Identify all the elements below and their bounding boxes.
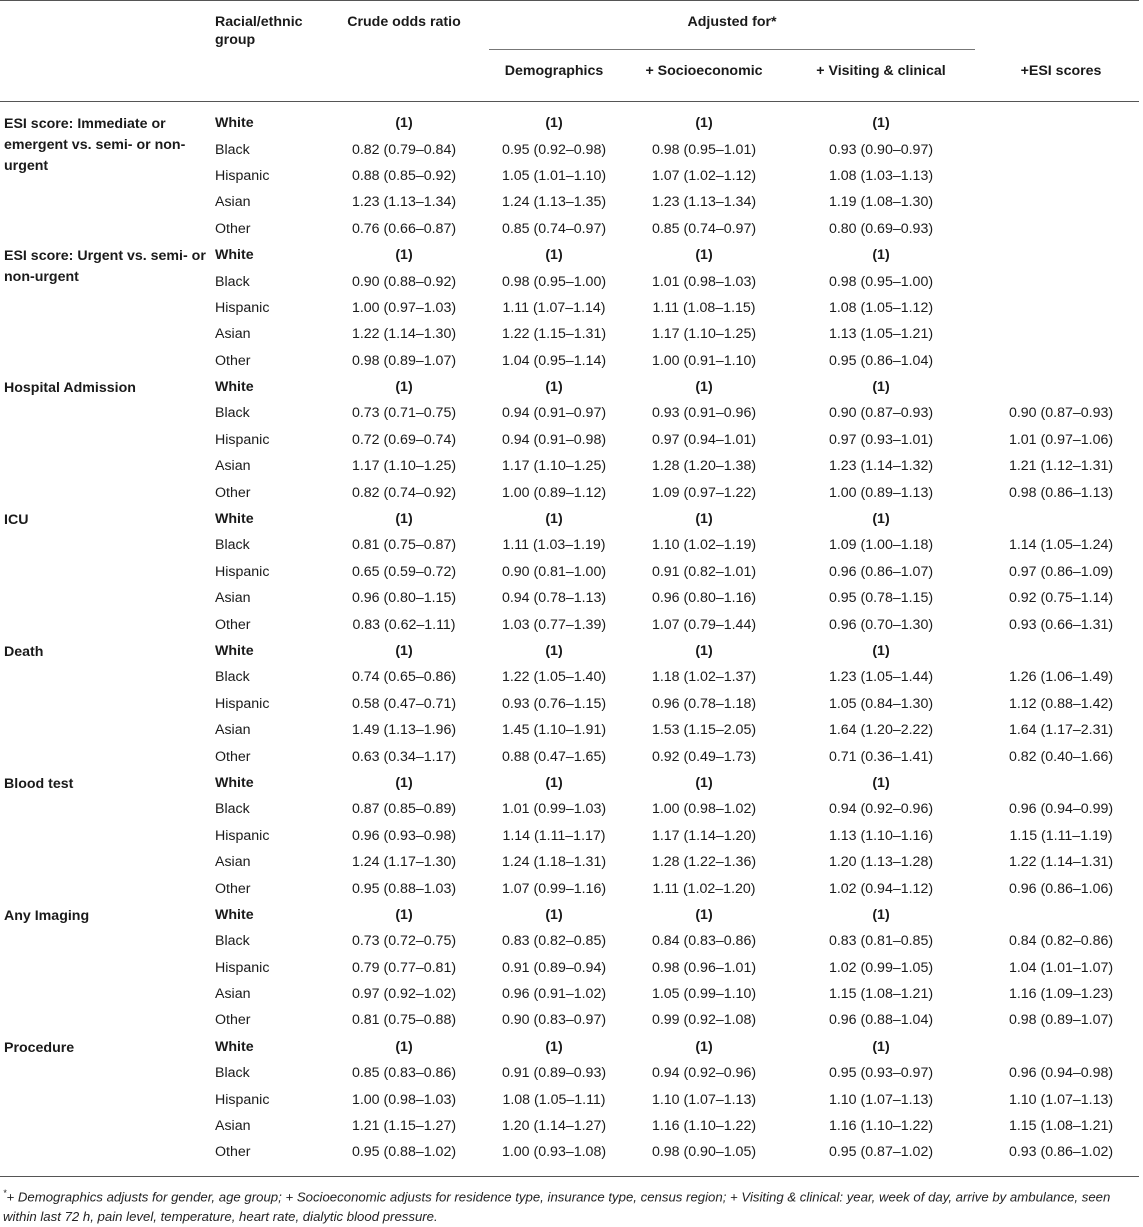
crude-odds-cell: 0.82 (0.74–0.92)	[351, 484, 457, 501]
visiting-clinical-cell: 1.00 (0.89–1.13)	[828, 484, 934, 501]
crude-odds-cell: (1)	[395, 511, 413, 528]
esi-scores-cell	[983, 321, 1139, 347]
visiting-clinical-cell: 1.08 (1.05–1.12)	[828, 299, 934, 316]
esi-scores-cell	[983, 136, 1139, 162]
demographics-cell: 1.01 (0.99–1.03)	[501, 801, 607, 818]
esi-scores-cell: 0.82 (0.40–1.66)	[1008, 748, 1114, 765]
crude-odds-cell: 0.73 (0.71–0.75)	[351, 405, 457, 422]
visiting-clinical-cell: 0.94 (0.92–0.96)	[828, 801, 934, 818]
esi-scores-cell: 0.93 (0.66–1.31)	[1008, 616, 1114, 633]
socioeconomic-cell: (1)	[695, 511, 713, 528]
demographics-cell: (1)	[545, 643, 563, 659]
group-cell: Hispanic	[215, 695, 270, 712]
group-cell: White	[215, 379, 254, 396]
visiting-clinical-cell: 1.05 (0.84–1.30)	[828, 695, 934, 712]
crude-odds-cell: 1.49 (1.13–1.96)	[351, 722, 457, 739]
socioeconomic-cell: 1.11 (1.08–1.15)	[652, 299, 756, 316]
group-cell: Hispanic	[215, 827, 270, 844]
group-cell: Other	[215, 1012, 251, 1029]
esi-scores-cell	[983, 374, 1139, 400]
group-cell: Asian	[215, 590, 251, 607]
socioeconomic-cell: (1)	[695, 379, 713, 396]
esi-scores-cell	[983, 1034, 1139, 1060]
outcome-label: Blood test	[4, 775, 74, 792]
table-row	[0, 506, 1139, 532]
group-cell: White	[215, 643, 254, 659]
esi-scores-cell: 1.21 (1.12–1.31)	[1008, 458, 1114, 475]
crude-odds-cell: 0.85 (0.83–0.86)	[351, 1065, 457, 1082]
visiting-clinical-cell: 1.64 (1.20–2.22)	[828, 722, 934, 739]
demographics-cell: 1.03 (0.77–1.39)	[501, 616, 607, 633]
socioeconomic-cell: 1.28 (1.20–1.38)	[651, 458, 757, 475]
esi-scores-cell	[983, 770, 1139, 796]
crude-odds-cell: 1.22 (1.14–1.30)	[351, 326, 457, 343]
crude-odds-cell: 0.82 (0.79–0.84)	[351, 141, 457, 158]
socioeconomic-header: + Socioeconomic	[645, 63, 763, 79]
demographics-cell: 1.24 (1.18–1.31)	[501, 854, 607, 871]
socioeconomic-cell: (1)	[695, 247, 713, 264]
footnote	[0, 1177, 1139, 1227]
crude-odds-cell: 0.73 (0.72–0.75)	[351, 933, 457, 950]
table-row	[0, 1034, 1139, 1060]
esi-scores-cell: 1.15 (1.11–1.19)	[1009, 827, 1113, 844]
outcome-label: Hospital Admission	[4, 379, 136, 396]
table-row	[0, 242, 1139, 268]
visiting-clinical-cell: 0.98 (0.95–1.00)	[828, 273, 934, 290]
group-cell: White	[215, 247, 254, 264]
esi-scores-cell: 1.64 (1.17–2.31)	[1008, 722, 1114, 739]
demographics-cell: 0.91 (0.89–0.93)	[501, 1065, 607, 1082]
visiting-clinical-cell: 0.83 (0.81–0.85)	[828, 933, 934, 950]
crude-odds-cell: 0.74 (0.65–0.86)	[351, 669, 457, 686]
group-cell: Black	[215, 273, 250, 290]
visiting-clinical-cell: 0.80 (0.69–0.93)	[828, 220, 934, 237]
visiting-clinical-header: + Visiting & clinical	[816, 63, 946, 79]
socioeconomic-cell: 0.97 (0.94–1.01)	[651, 431, 757, 448]
demographics-cell: 1.20 (1.14–1.27)	[501, 1118, 607, 1135]
demographics-cell: 1.22 (1.05–1.40)	[501, 669, 607, 686]
demographics-cell: 1.08 (1.05–1.11)	[502, 1091, 606, 1108]
group-cell: Black	[215, 1065, 250, 1082]
group-cell: Asian	[215, 326, 251, 343]
esi-scores-cell: 0.97 (0.86–1.09)	[1008, 563, 1114, 580]
visiting-clinical-cell: 0.97 (0.93–1.01)	[828, 431, 934, 448]
esi-scores-cell	[983, 902, 1139, 928]
esi-scores-cell: 0.92 (0.75–1.14)	[1008, 590, 1114, 607]
esi-scores-cell	[983, 110, 1139, 136]
esi-scores-cell: 0.96 (0.94–0.98)	[1008, 1065, 1114, 1082]
socioeconomic-cell: 1.09 (0.97–1.22)	[651, 484, 757, 501]
group-cell: Black	[215, 933, 250, 950]
crude-odds-cell: (1)	[395, 247, 413, 264]
esi-scores-cell: 1.26 (1.06–1.49)	[1008, 669, 1114, 686]
table-row	[0, 638, 1139, 664]
esi-scores-cell: 0.98 (0.86–1.13)	[1008, 484, 1114, 501]
socioeconomic-cell: 0.98 (0.90–1.05)	[651, 1144, 757, 1161]
visiting-clinical-cell: 1.20 (1.13–1.28)	[828, 854, 934, 871]
visiting-clinical-cell: 1.15 (1.08–1.21)	[828, 986, 934, 1003]
demographics-cell: 0.94 (0.91–0.98)	[501, 431, 607, 448]
group-cell: Asian	[215, 854, 251, 871]
socioeconomic-cell: 1.16 (1.10–1.22)	[651, 1118, 757, 1135]
crude-odds-cell: 0.83 (0.62–1.11)	[352, 616, 456, 633]
table-row	[0, 770, 1139, 796]
visiting-clinical-cell: 1.16 (1.10–1.22)	[828, 1118, 934, 1135]
visiting-clinical-cell: 1.08 (1.03–1.13)	[828, 167, 934, 184]
group-cell: Other	[215, 220, 251, 237]
socioeconomic-cell: 1.17 (1.14–1.20)	[651, 827, 757, 844]
demographics-cell: 1.05 (1.01–1.10)	[501, 167, 607, 184]
visiting-clinical-cell: 1.19 (1.08–1.30)	[828, 194, 934, 211]
visiting-clinical-cell: 1.23 (1.05–1.44)	[828, 669, 934, 686]
demographics-cell: 1.17 (1.10–1.25)	[501, 458, 607, 475]
visiting-clinical-cell: 0.95 (0.86–1.04)	[828, 352, 934, 369]
demographics-cell: (1)	[545, 774, 563, 791]
demographics-cell: 0.91 (0.89–0.94)	[501, 959, 607, 976]
socioeconomic-cell: 1.11 (1.02–1.20)	[652, 880, 756, 897]
socioeconomic-cell: 1.18 (1.02–1.37)	[651, 669, 757, 686]
crude-odds-cell: 0.97 (0.92–1.02)	[351, 986, 457, 1003]
visiting-clinical-cell: 0.96 (0.70–1.30)	[828, 616, 934, 633]
esi-scores-cell: 0.96 (0.86–1.06)	[1008, 880, 1114, 897]
crude-odds-cell: 0.63 (0.34–1.17)	[351, 748, 457, 765]
demographics-cell: 1.00 (0.89–1.12)	[501, 484, 607, 501]
crude-odds-cell: 0.81 (0.75–0.88)	[351, 1012, 457, 1029]
group-cell: Hispanic	[215, 299, 270, 316]
socioeconomic-cell: 1.23 (1.13–1.34)	[651, 194, 757, 211]
crude-odds-cell: 0.81 (0.75–0.87)	[351, 537, 457, 554]
socioeconomic-cell: 0.99 (0.92–1.08)	[651, 1012, 757, 1029]
crude-odds-cell: 0.72 (0.69–0.74)	[351, 431, 457, 448]
socioeconomic-cell: (1)	[695, 1038, 713, 1055]
demographics-cell: (1)	[545, 379, 563, 396]
crude-odds-cell: 1.00 (0.97–1.03)	[351, 299, 457, 316]
group-cell: Hispanic	[215, 563, 270, 580]
crude-odds-cell: 0.76 (0.66–0.87)	[351, 220, 457, 237]
adjusted-for-header	[479, 1, 983, 62]
visiting-clinical-cell: (1)	[872, 643, 890, 659]
crude-odds-cell: 0.90 (0.88–0.92)	[351, 273, 457, 290]
table-row	[0, 110, 1139, 136]
demographics-cell: (1)	[545, 115, 563, 132]
group-cell: Black	[215, 537, 250, 554]
socioeconomic-cell: 0.98 (0.96–1.01)	[651, 959, 757, 976]
crude-odds-cell: 0.79 (0.77–0.81)	[351, 959, 457, 976]
group-cell: Asian	[215, 722, 251, 739]
esi-scores-cell: 1.14 (1.05–1.24)	[1008, 537, 1114, 554]
demographics-cell: (1)	[545, 1038, 563, 1055]
outcome-header	[0, 1, 208, 62]
demographics-header: Demographics	[504, 63, 604, 79]
demographics-cell: 1.07 (0.99–1.16)	[501, 880, 607, 897]
demographics-cell: 0.98 (0.95–1.00)	[501, 273, 607, 290]
visiting-clinical-cell: 0.95 (0.78–1.15)	[828, 590, 934, 607]
esi-scores-header: +ESI scores	[1020, 63, 1102, 79]
demographics-cell: 0.95 (0.92–0.98)	[501, 141, 607, 158]
esi-scores-cell: 1.16 (1.09–1.23)	[1008, 986, 1114, 1003]
socioeconomic-cell: 0.92 (0.49–1.73)	[651, 748, 757, 765]
esi-scores-cell	[983, 189, 1139, 215]
socioeconomic-cell: 0.98 (0.95–1.01)	[651, 141, 757, 158]
group-cell: Other	[215, 352, 251, 369]
header-row-1	[0, 1, 1139, 62]
crude-odds-cell: 0.95 (0.88–1.02)	[351, 1144, 457, 1161]
visiting-clinical-cell: 1.23 (1.14–1.32)	[828, 458, 934, 475]
crude-odds-cell: 1.24 (1.17–1.30)	[351, 854, 457, 871]
visiting-clinical-cell: 0.96 (0.86–1.07)	[828, 563, 934, 580]
group-cell: Other	[215, 616, 251, 633]
group-cell: Other	[215, 880, 251, 897]
crude-odds-cell: (1)	[395, 906, 413, 923]
crude-odds-cell: 0.58 (0.47–0.71)	[351, 695, 457, 712]
socioeconomic-cell: 0.93 (0.91–0.96)	[651, 405, 757, 422]
visiting-clinical-cell: 0.90 (0.87–0.93)	[828, 405, 934, 422]
crude-odds-cell: (1)	[395, 379, 413, 396]
esi-scores-cell	[983, 506, 1139, 532]
esi-scores-cell: 0.98 (0.89–1.07)	[1008, 1012, 1114, 1029]
socioeconomic-cell: (1)	[695, 774, 713, 791]
outcome-label: Any Imaging	[4, 907, 90, 924]
demographics-cell: 1.14 (1.11–1.17)	[502, 827, 606, 844]
visiting-clinical-cell: 0.95 (0.93–0.97)	[828, 1065, 934, 1082]
esi-scores-cell	[983, 242, 1139, 268]
table-row	[0, 902, 1139, 928]
esi-scores-cell: 1.01 (0.97–1.06)	[1008, 431, 1114, 448]
group-cell: Hispanic	[215, 1091, 270, 1108]
group-cell: Other	[215, 484, 251, 501]
socioeconomic-cell: 0.96 (0.78–1.18)	[651, 695, 757, 712]
group-cell: Other	[215, 748, 251, 765]
esi-scores-cell: 0.96 (0.94–0.99)	[1008, 801, 1114, 818]
outcome-label: Procedure	[4, 1039, 75, 1056]
crude-odds-cell: 0.96 (0.80–1.15)	[351, 590, 457, 607]
group-cell: Asian	[215, 1118, 251, 1135]
demographics-cell: 0.83 (0.82–0.85)	[501, 933, 607, 950]
visiting-clinical-cell: 1.02 (0.99–1.05)	[828, 959, 934, 976]
group-cell: Hispanic	[215, 167, 270, 184]
demographics-cell: 1.11 (1.07–1.14)	[502, 299, 606, 316]
demographics-cell: 0.93 (0.76–1.15)	[501, 695, 607, 712]
socioeconomic-cell: 0.96 (0.80–1.16)	[651, 590, 757, 607]
visiting-clinical-cell: (1)	[872, 511, 890, 528]
table-body	[0, 102, 1139, 1166]
group-cell: Other	[215, 1144, 251, 1161]
socioeconomic-cell: 1.10 (1.02–1.19)	[651, 537, 757, 554]
socioeconomic-cell: 0.91 (0.82–1.01)	[651, 563, 757, 580]
visiting-clinical-cell: 0.96 (0.88–1.04)	[828, 1012, 934, 1029]
header-row-2	[0, 61, 1139, 102]
esi-scores-cell: 0.90 (0.87–0.93)	[1008, 405, 1114, 422]
esi-scores-cell	[983, 216, 1139, 242]
group-cell: White	[215, 774, 254, 791]
visiting-clinical-cell: 1.13 (1.05–1.21)	[828, 326, 934, 343]
esi-spacer-header	[983, 1, 1139, 62]
socioeconomic-cell: 1.05 (0.99–1.10)	[651, 986, 757, 1003]
group-cell: White	[215, 906, 254, 923]
visiting-clinical-cell: 1.09 (1.00–1.18)	[828, 537, 934, 554]
visiting-clinical-cell: 1.10 (1.07–1.13)	[828, 1091, 934, 1108]
socioeconomic-cell: 1.53 (1.15–2.05)	[651, 722, 757, 739]
table-row	[0, 374, 1139, 400]
socioeconomic-cell: 0.84 (0.83–0.86)	[651, 933, 757, 950]
esi-scores-cell: 1.22 (1.14–1.31)	[1008, 854, 1114, 871]
visiting-clinical-cell: (1)	[872, 379, 890, 396]
group-column-header: Racial/ethnic group	[215, 14, 303, 48]
esi-scores-cell	[983, 268, 1139, 294]
outcome-label: ESI score: Urgent vs. semi- or non-urgent	[4, 247, 206, 285]
esi-scores-cell	[983, 163, 1139, 189]
socioeconomic-cell: 1.10 (1.07–1.13)	[651, 1091, 757, 1108]
esi-scores-cell	[983, 638, 1139, 664]
crude-odds-cell: 1.23 (1.13–1.34)	[351, 194, 457, 211]
demographics-cell: 1.22 (1.15–1.31)	[501, 326, 607, 343]
table-header	[0, 1, 1139, 102]
visiting-clinical-cell: 0.71 (0.36–1.41)	[828, 748, 934, 765]
visiting-clinical-cell: (1)	[872, 115, 890, 132]
crude-odds-cell: (1)	[395, 1038, 413, 1055]
crude-odds-cell: 0.96 (0.93–0.98)	[351, 827, 457, 844]
group-cell: White	[215, 115, 254, 132]
socioeconomic-cell: (1)	[695, 906, 713, 923]
socioeconomic-cell: 1.07 (0.79–1.44)	[651, 616, 757, 633]
crude-odds-cell: 0.87 (0.85–0.89)	[351, 801, 457, 818]
group-cell: Asian	[215, 458, 251, 475]
outcome-label: ESI score: Immediate or emergent vs. semi- or non-urgent	[4, 116, 186, 174]
socioeconomic-cell: 0.85 (0.74–0.97)	[651, 220, 757, 237]
demographics-cell: (1)	[545, 511, 563, 528]
crude-odds-cell: (1)	[395, 643, 413, 659]
demographics-cell: 0.94 (0.78–1.13)	[501, 590, 607, 607]
socioeconomic-cell: 1.17 (1.10–1.25)	[651, 326, 757, 343]
group-cell: Asian	[215, 194, 251, 211]
socioeconomic-cell: 0.94 (0.92–0.96)	[651, 1065, 757, 1082]
esi-scores-cell: 1.12 (0.88–1.42)	[1008, 695, 1114, 712]
esi-scores-cell	[983, 295, 1139, 321]
crude-odds-cell: 1.17 (1.10–1.25)	[351, 458, 457, 475]
crude-odds-cell: 0.88 (0.85–0.92)	[351, 167, 457, 184]
socioeconomic-cell: 1.28 (1.22–1.36)	[651, 854, 757, 871]
outcome-label: Death	[4, 643, 44, 660]
crude-odds-cell: 0.98 (0.89–1.07)	[351, 352, 457, 369]
visiting-clinical-cell: 0.93 (0.90–0.97)	[828, 141, 934, 158]
socioeconomic-cell: 1.00 (0.98–1.02)	[651, 801, 757, 818]
demographics-cell: 0.96 (0.91–1.02)	[501, 986, 607, 1003]
visiting-clinical-cell: (1)	[872, 774, 890, 791]
demographics-cell: 0.90 (0.81–1.00)	[501, 563, 607, 580]
outcome-label: ICU	[4, 511, 29, 528]
socioeconomic-cell: (1)	[695, 643, 713, 659]
group-cell: Hispanic	[215, 959, 270, 976]
footnote-marker: *	[3, 1187, 7, 1198]
visiting-clinical-cell: 1.13 (1.10–1.16)	[828, 827, 934, 844]
demographics-cell: 1.11 (1.03–1.19)	[502, 537, 606, 554]
group-cell: Black	[215, 141, 250, 158]
demographics-cell: 1.00 (0.93–1.08)	[501, 1144, 607, 1161]
demographics-cell: (1)	[545, 906, 563, 923]
group-cell: Asian	[215, 986, 251, 1003]
esi-scores-cell: 1.10 (1.07–1.13)	[1008, 1091, 1114, 1108]
demographics-cell: 1.45 (1.10–1.91)	[501, 722, 607, 739]
group-cell: Hispanic	[215, 431, 270, 448]
crude-odds-cell: 1.00 (0.98–1.03)	[351, 1091, 457, 1108]
crude-odds-cell: (1)	[395, 774, 413, 791]
demographics-cell: 0.94 (0.91–0.97)	[501, 405, 607, 422]
group-cell: White	[215, 511, 254, 528]
visiting-clinical-cell: (1)	[872, 1038, 890, 1055]
visiting-clinical-cell: (1)	[872, 906, 890, 923]
visiting-clinical-cell: 1.02 (0.94–1.12)	[828, 880, 934, 897]
crude-odds-cell: 0.95 (0.88–1.03)	[351, 880, 457, 897]
demographics-cell: 0.90 (0.83–0.97)	[501, 1012, 607, 1029]
esi-scores-cell: 1.04 (1.01–1.07)	[1008, 959, 1114, 976]
socioeconomic-cell: 1.07 (1.02–1.12)	[651, 167, 757, 184]
demographics-cell: 0.88 (0.47–1.65)	[501, 748, 607, 765]
esi-scores-cell	[983, 348, 1139, 374]
crude-odds-header: Crude odds ratio	[347, 14, 461, 30]
esi-scores-cell: 0.93 (0.86–1.02)	[1008, 1144, 1114, 1161]
group-cell: White	[215, 1038, 254, 1055]
visiting-clinical-cell: (1)	[872, 247, 890, 264]
footnote-text: + Demographics adjusts for gender, age group; + Socioeconomic adjusts for residence type, insurance type, census region; + Visiting & clinical: year, week of day, arrive by ambulance, seen within last 72 h, pain level, temperature, heart rate, dialytic blood pressure.	[3, 1189, 1111, 1225]
group-cell: Black	[215, 405, 250, 422]
demographics-cell: 1.04 (0.95–1.14)	[501, 352, 607, 369]
group-cell: Black	[215, 669, 250, 686]
socioeconomic-cell: 1.01 (0.98–1.03)	[651, 273, 757, 290]
demographics-cell: 1.24 (1.13–1.35)	[501, 194, 607, 211]
crude-odds-cell: (1)	[395, 115, 413, 132]
demographics-cell: 0.85 (0.74–0.97)	[501, 220, 607, 237]
crude-odds-cell: 0.65 (0.59–0.72)	[351, 563, 457, 580]
adjusted-for-label: Adjusted for*	[489, 13, 975, 50]
group-cell: Black	[215, 801, 250, 818]
esi-scores-cell: 1.15 (1.08–1.21)	[1008, 1118, 1114, 1135]
crude-odds-cell: 1.21 (1.15–1.27)	[351, 1118, 457, 1135]
esi-scores-cell: 0.84 (0.82–0.86)	[1008, 933, 1114, 950]
socioeconomic-cell: (1)	[695, 115, 713, 132]
demographics-cell: (1)	[545, 247, 563, 264]
visiting-clinical-cell: 0.95 (0.87–1.02)	[828, 1144, 934, 1161]
socioeconomic-cell: 1.00 (0.91–1.10)	[651, 352, 757, 369]
